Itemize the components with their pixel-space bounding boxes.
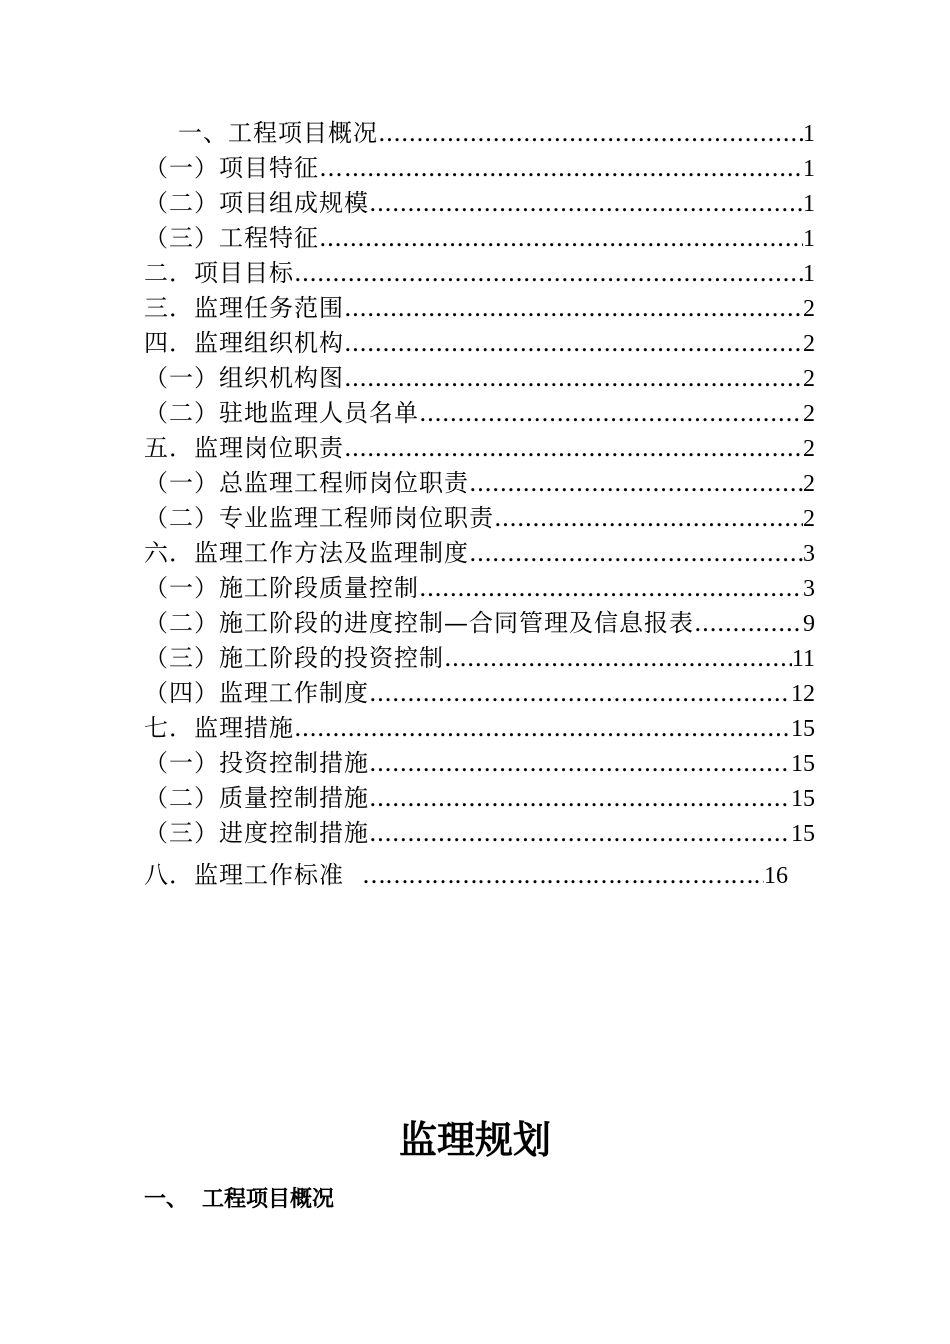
toc-entry-title: 八．监理工作标准 [144, 861, 344, 889]
toc-entry-page: 2 [803, 471, 815, 497]
toc-leader-dots [469, 466, 803, 501]
toc-leader-dots [294, 711, 791, 746]
toc-leader-dots [344, 291, 803, 326]
toc-entry-title: （一）项目特征… [144, 154, 344, 182]
toc-entry-page: 1 [803, 191, 815, 217]
section-heading [144, 1184, 334, 1216]
toc-entry-page: 2 [803, 366, 815, 392]
toc-entry-title: （三）施工阶段的投资控制 [144, 644, 444, 672]
toc-entry-page: 15 [791, 716, 815, 742]
toc-entry[interactable] [144, 116, 815, 151]
toc-leader-dots [344, 151, 803, 186]
toc-entry-page: 3 [803, 541, 815, 567]
toc-entry-title: （二）项目组成规模 [144, 189, 369, 217]
toc-entry[interactable] [144, 781, 815, 816]
toc-entry[interactable] [144, 501, 815, 536]
toc-entry[interactable] [144, 641, 815, 676]
toc-entry-title: （二）驻地监理人员名单 [144, 399, 419, 427]
toc-entry-title: 二．项目目标 [144, 259, 294, 287]
toc-entry-page: 2 [803, 436, 815, 462]
toc-leader-dots [369, 186, 803, 221]
toc-entry[interactable] [144, 326, 815, 361]
toc-entry-title: （三）工程特征 [144, 224, 319, 252]
toc-leader-dots [369, 676, 791, 711]
toc-entry-title: （三）进度控制措施 [144, 819, 369, 847]
toc-leader-dots [444, 641, 792, 676]
toc-leader-dots [369, 816, 791, 851]
toc-entry-page: 16 [764, 863, 788, 889]
toc-entry[interactable] [144, 606, 815, 641]
toc-entry[interactable] [144, 256, 815, 291]
toc-entry-title: （二）施工阶段的进度控制—合同管理及信息报表 [144, 609, 694, 637]
toc-entry[interactable] [144, 291, 815, 326]
toc-entry-page: 1 [803, 156, 815, 182]
toc-entry-page: 2 [803, 506, 815, 532]
toc-entry[interactable] [144, 466, 815, 501]
toc-entry[interactable] [144, 151, 815, 186]
document-title: 监理规划 [398, 1118, 551, 1162]
toc-entry[interactable] [144, 396, 815, 431]
toc-entry-title: （四）监理工作制度 [144, 679, 369, 707]
toc-entry-page: 3 [803, 576, 815, 602]
toc-leader-dots [344, 361, 803, 396]
toc-entry[interactable] [144, 571, 815, 606]
toc-entry[interactable] [144, 858, 788, 893]
toc-entry[interactable] [144, 431, 815, 466]
toc-entry-page: 2 [803, 296, 815, 322]
toc-entry-title: 一、工程项目概况 [178, 119, 378, 147]
toc-entry-page: 15 [791, 821, 815, 847]
toc-entry-page: 15 [791, 751, 815, 777]
toc-entry-title: （二）专业监理工程师岗位职责 [144, 504, 494, 532]
toc-entry-title: 四．监理组织机构 [144, 329, 344, 357]
toc-leader-dots [344, 431, 803, 466]
section-title: 工程项目概况 [202, 1187, 335, 1212]
toc-leader-dots [369, 746, 791, 781]
toc-leader-dots [419, 571, 803, 606]
toc-entry-page: 12 [791, 681, 815, 707]
toc-entry-title: （一）施工阶段质量控制 [144, 574, 419, 602]
toc-entry-title: （一）组织机构图 [144, 364, 344, 392]
toc-leader-dots [694, 606, 803, 641]
toc-entry-page: 15 [791, 786, 815, 812]
toc-entry-page: 2 [803, 331, 815, 357]
toc-entry-title: （一）总监理工程师岗位职责 [144, 469, 469, 497]
toc-entry-title: （一）投资控制措施 [144, 749, 369, 777]
toc-entry-title: 七．监理措施 [144, 714, 294, 742]
toc-entry-page: 1 [803, 121, 815, 147]
toc-entry[interactable] [144, 186, 815, 221]
toc-leader-dots [294, 256, 803, 291]
toc-entry[interactable] [144, 816, 815, 851]
toc-leader-dots [494, 501, 803, 536]
toc-entry-page: 9 [803, 611, 815, 637]
toc-entry[interactable] [144, 746, 815, 781]
toc-entry-page: 11 [791, 646, 815, 672]
toc-entry-page: 1 [803, 261, 815, 287]
toc-entry-page: 2 [803, 401, 815, 427]
toc-entry-title: （二）质量控制措施 [144, 784, 369, 812]
section-number: 一、 [144, 1187, 189, 1212]
toc-entry[interactable] [144, 711, 815, 746]
toc-entry[interactable] [144, 676, 815, 711]
toc-entry[interactable] [144, 361, 815, 396]
toc-leader-dots [344, 858, 764, 893]
toc-leader-dots [344, 326, 803, 361]
toc-leader-dots [419, 396, 803, 431]
toc-entry-page: 1 [803, 226, 815, 252]
toc-leader-dots [319, 221, 803, 256]
toc-entry-title: 五．监理岗位职责 [144, 434, 344, 462]
table-of-contents [144, 116, 815, 893]
toc-leader-dots [469, 536, 803, 571]
toc-entry[interactable] [144, 536, 815, 571]
toc-entry-title: 三．监理任务范围 [144, 294, 344, 322]
toc-leader-dots [369, 781, 791, 816]
toc-leader-dots [378, 116, 803, 151]
toc-entry-title: 六．监理工作方法及监理制度 [144, 539, 469, 567]
toc-entry[interactable] [144, 221, 815, 256]
